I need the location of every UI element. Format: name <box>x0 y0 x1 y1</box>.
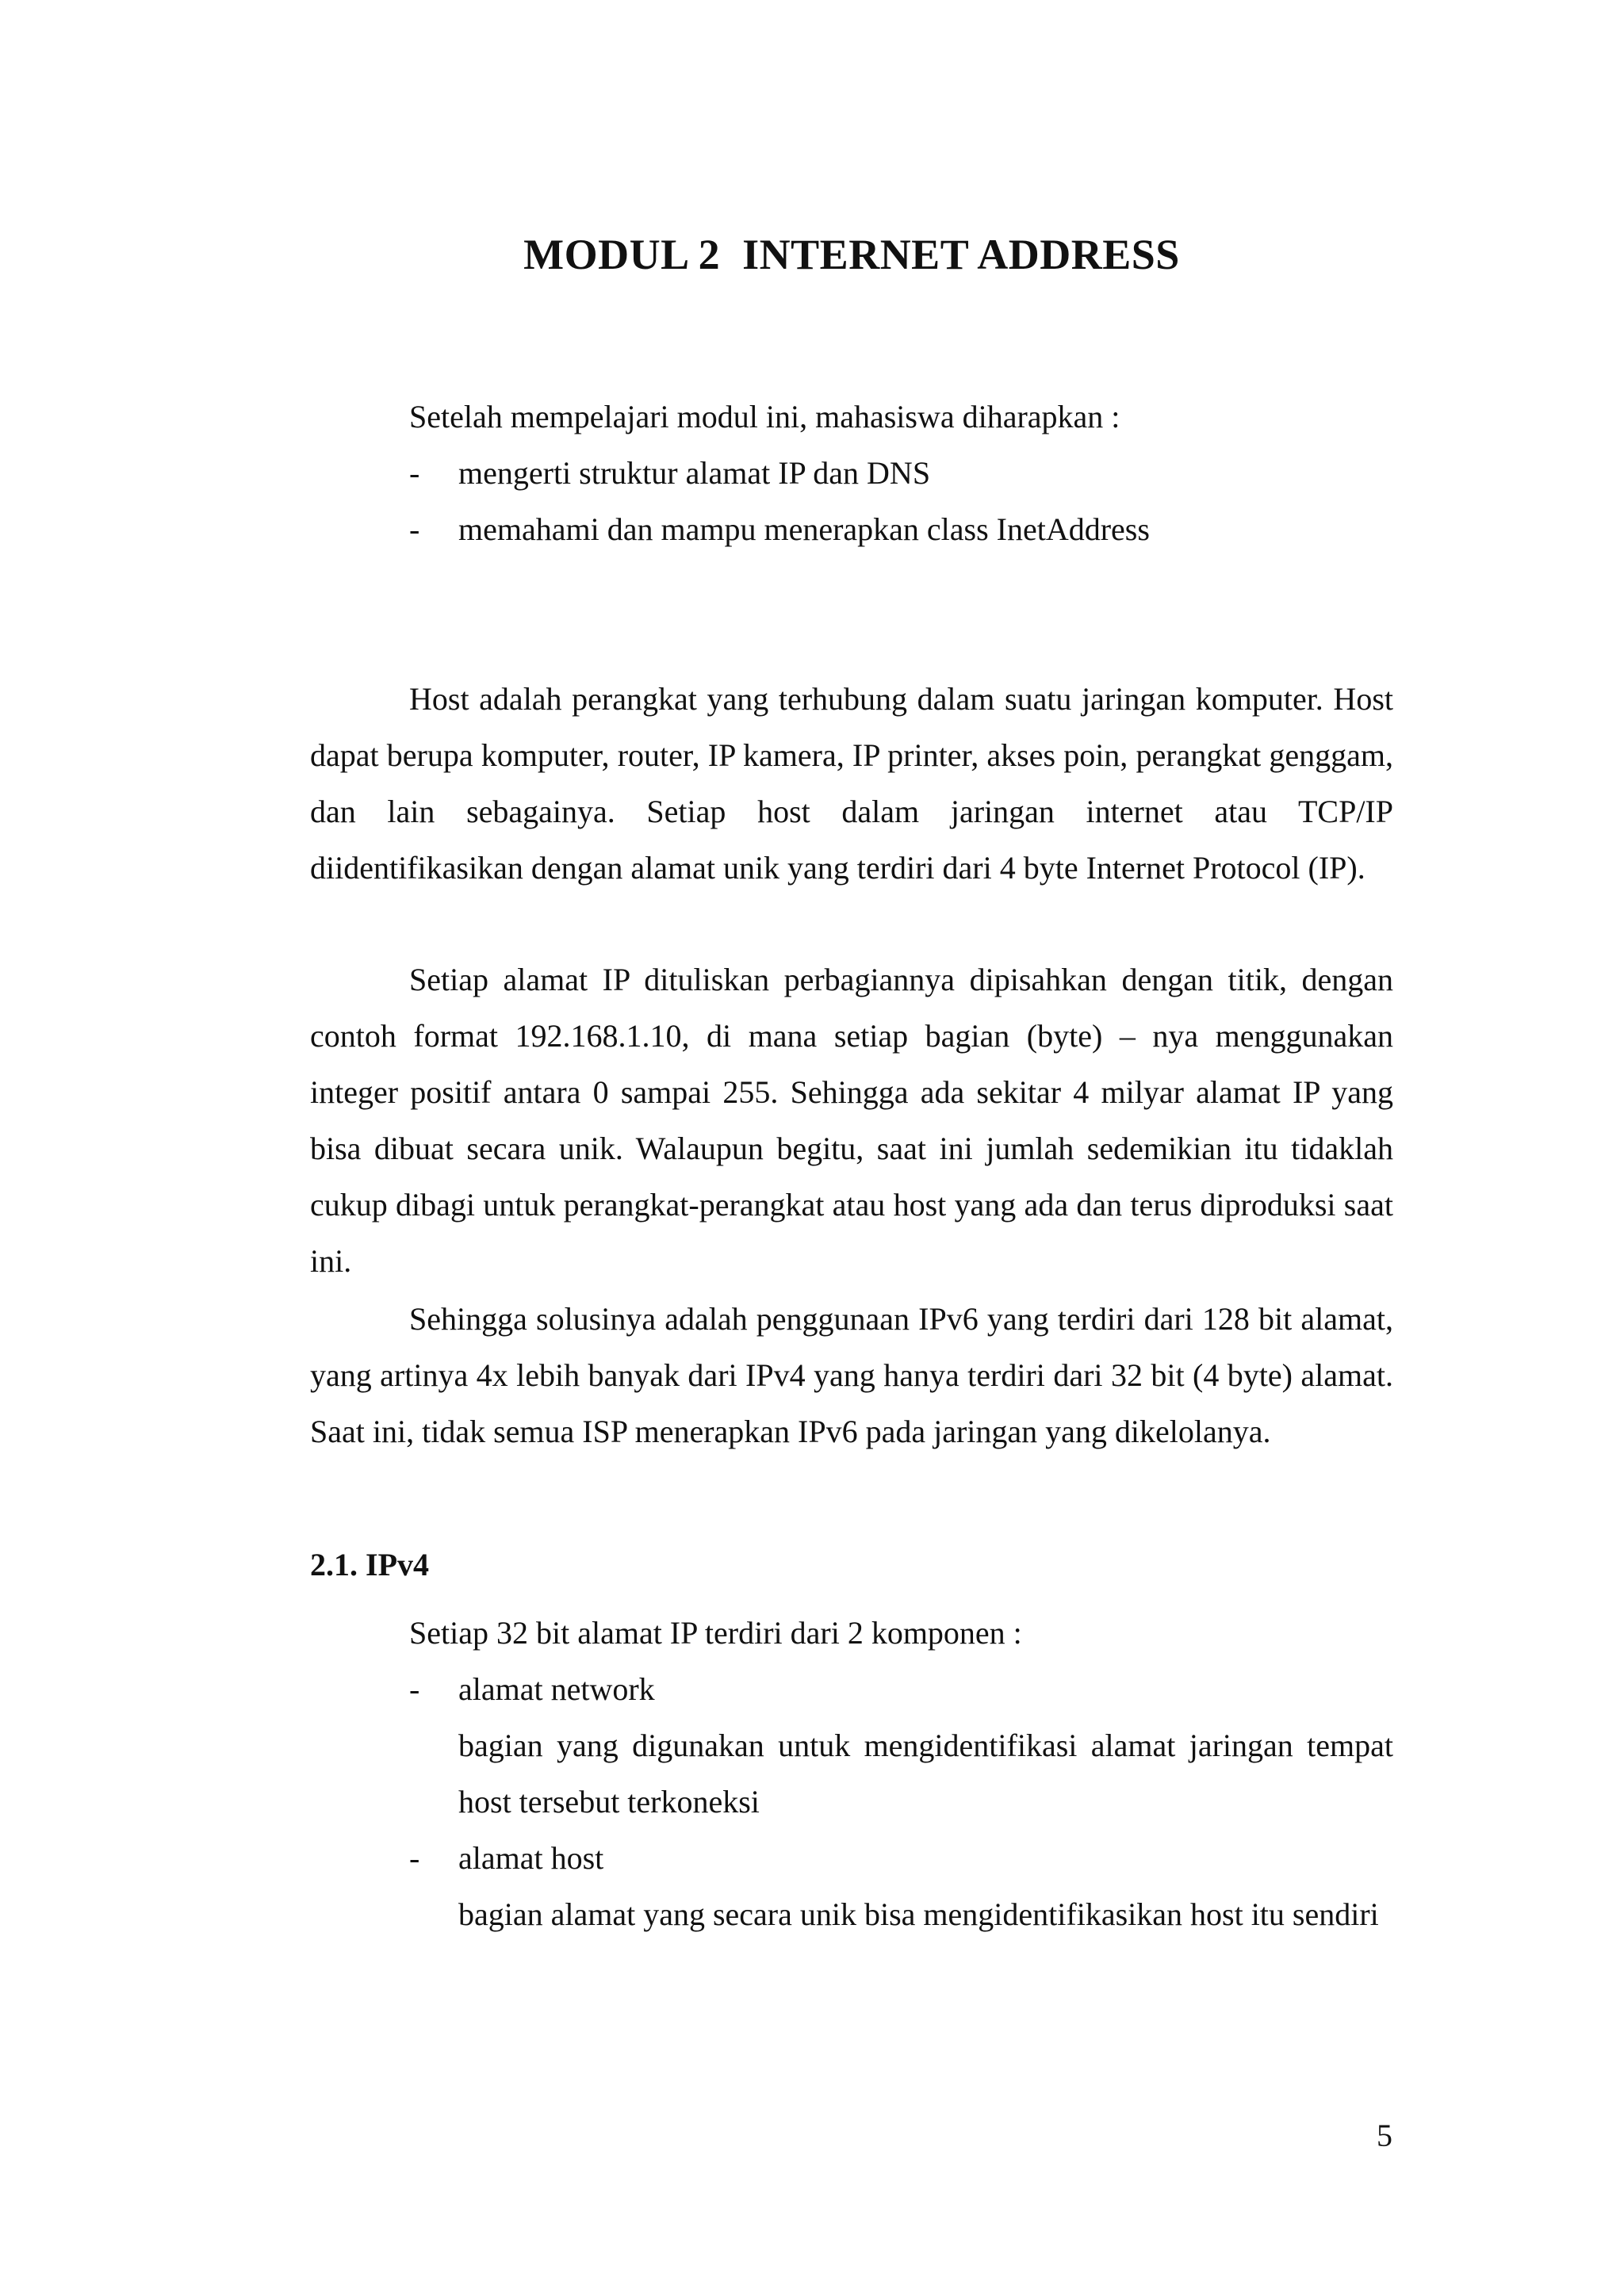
component-term: alamat host <box>458 1840 604 1876</box>
component-description: bagian alamat yang secara unik bisa mengidentifikasikan host itu sendiri <box>458 1896 1379 1932</box>
objective-item <box>409 445 1440 501</box>
section-heading: 2.1. IPv4 <box>310 1547 429 1582</box>
paragraph-ip-format <box>310 951 1393 1289</box>
paragraph-ipv6 <box>310 1291 1393 1460</box>
bullet-dash: - <box>409 1840 420 1876</box>
objective-item <box>409 501 1440 557</box>
component-item <box>409 1661 1393 1830</box>
bullet-dash: - <box>409 511 420 547</box>
ip-components-list <box>409 1605 1393 1942</box>
paragraph-host <box>310 671 1393 896</box>
objective-text: memahami dan mampu menerapkan class InetAddress <box>458 511 1150 547</box>
objectives-intro: Setelah mempelajari modul ini, mahasiswa diharapkan : <box>409 399 1120 434</box>
objective-text: mengerti struktur alamat IP dan DNS <box>458 455 931 491</box>
page-number: 5 <box>1377 2118 1392 2153</box>
bullet-dash: - <box>409 455 420 491</box>
component-item <box>409 1830 1393 1942</box>
paragraph-text: Sehingga solusinya adalah penggunaan IPv6 yang terdiri dari 128 bit alamat, yang artinya 4x lebih banyak dari IPv4 yang hanya terdiri dari 32 bit (4 byte) alamat. Saat ini, tidak semua ISP menerapkan IPv6 pada jaringan yang dikelolanya. <box>310 1301 1393 1449</box>
paragraph-text: Host adalah perangkat yang terhubung dalam suatu jaringan komputer. Host dapat berupa komputer, router, IP kamera, IP printer, akses poin, perangkat genggam, dan lain sebagainya. Setiap host dalam jaringan internet atau TCP/IP diidentifikasikan dengan alamat unik yang terdiri dari 4 byte Internet Protocol (IP). <box>310 681 1393 886</box>
component-description: bagian yang digunakan untuk mengidentifikasi alamat jaringan tempat host tersebut terkoneksi <box>458 1728 1393 1820</box>
paragraph-text: Setiap alamat IP dituliskan perbagiannya dipisahkan dengan titik, dengan contoh format 192.168.1.10, di mana setiap bagian (byte) – nya menggunakan integer positif antara 0 sampai 255. Sehingga ada sekitar 4 milyar alamat IP yang bisa dibuat secara unik. Walaupun begitu, saat ini jumlah sedemikian itu tidaklah cukup dibagi untuk perangkat-perangkat atau host yang ada dan terus diproduksi saat ini. <box>310 962 1393 1279</box>
learning-objectives <box>409 388 1440 557</box>
page-title: MODUL 2 INTERNET ADDRESS <box>523 231 1180 278</box>
bullet-dash: - <box>409 1671 420 1707</box>
components-intro: Setiap 32 bit alamat IP terdiri dari 2 komponen : <box>409 1615 1022 1651</box>
component-term: alamat network <box>458 1671 655 1707</box>
component-body <box>458 1661 1393 1830</box>
component-body <box>458 1830 1393 1942</box>
